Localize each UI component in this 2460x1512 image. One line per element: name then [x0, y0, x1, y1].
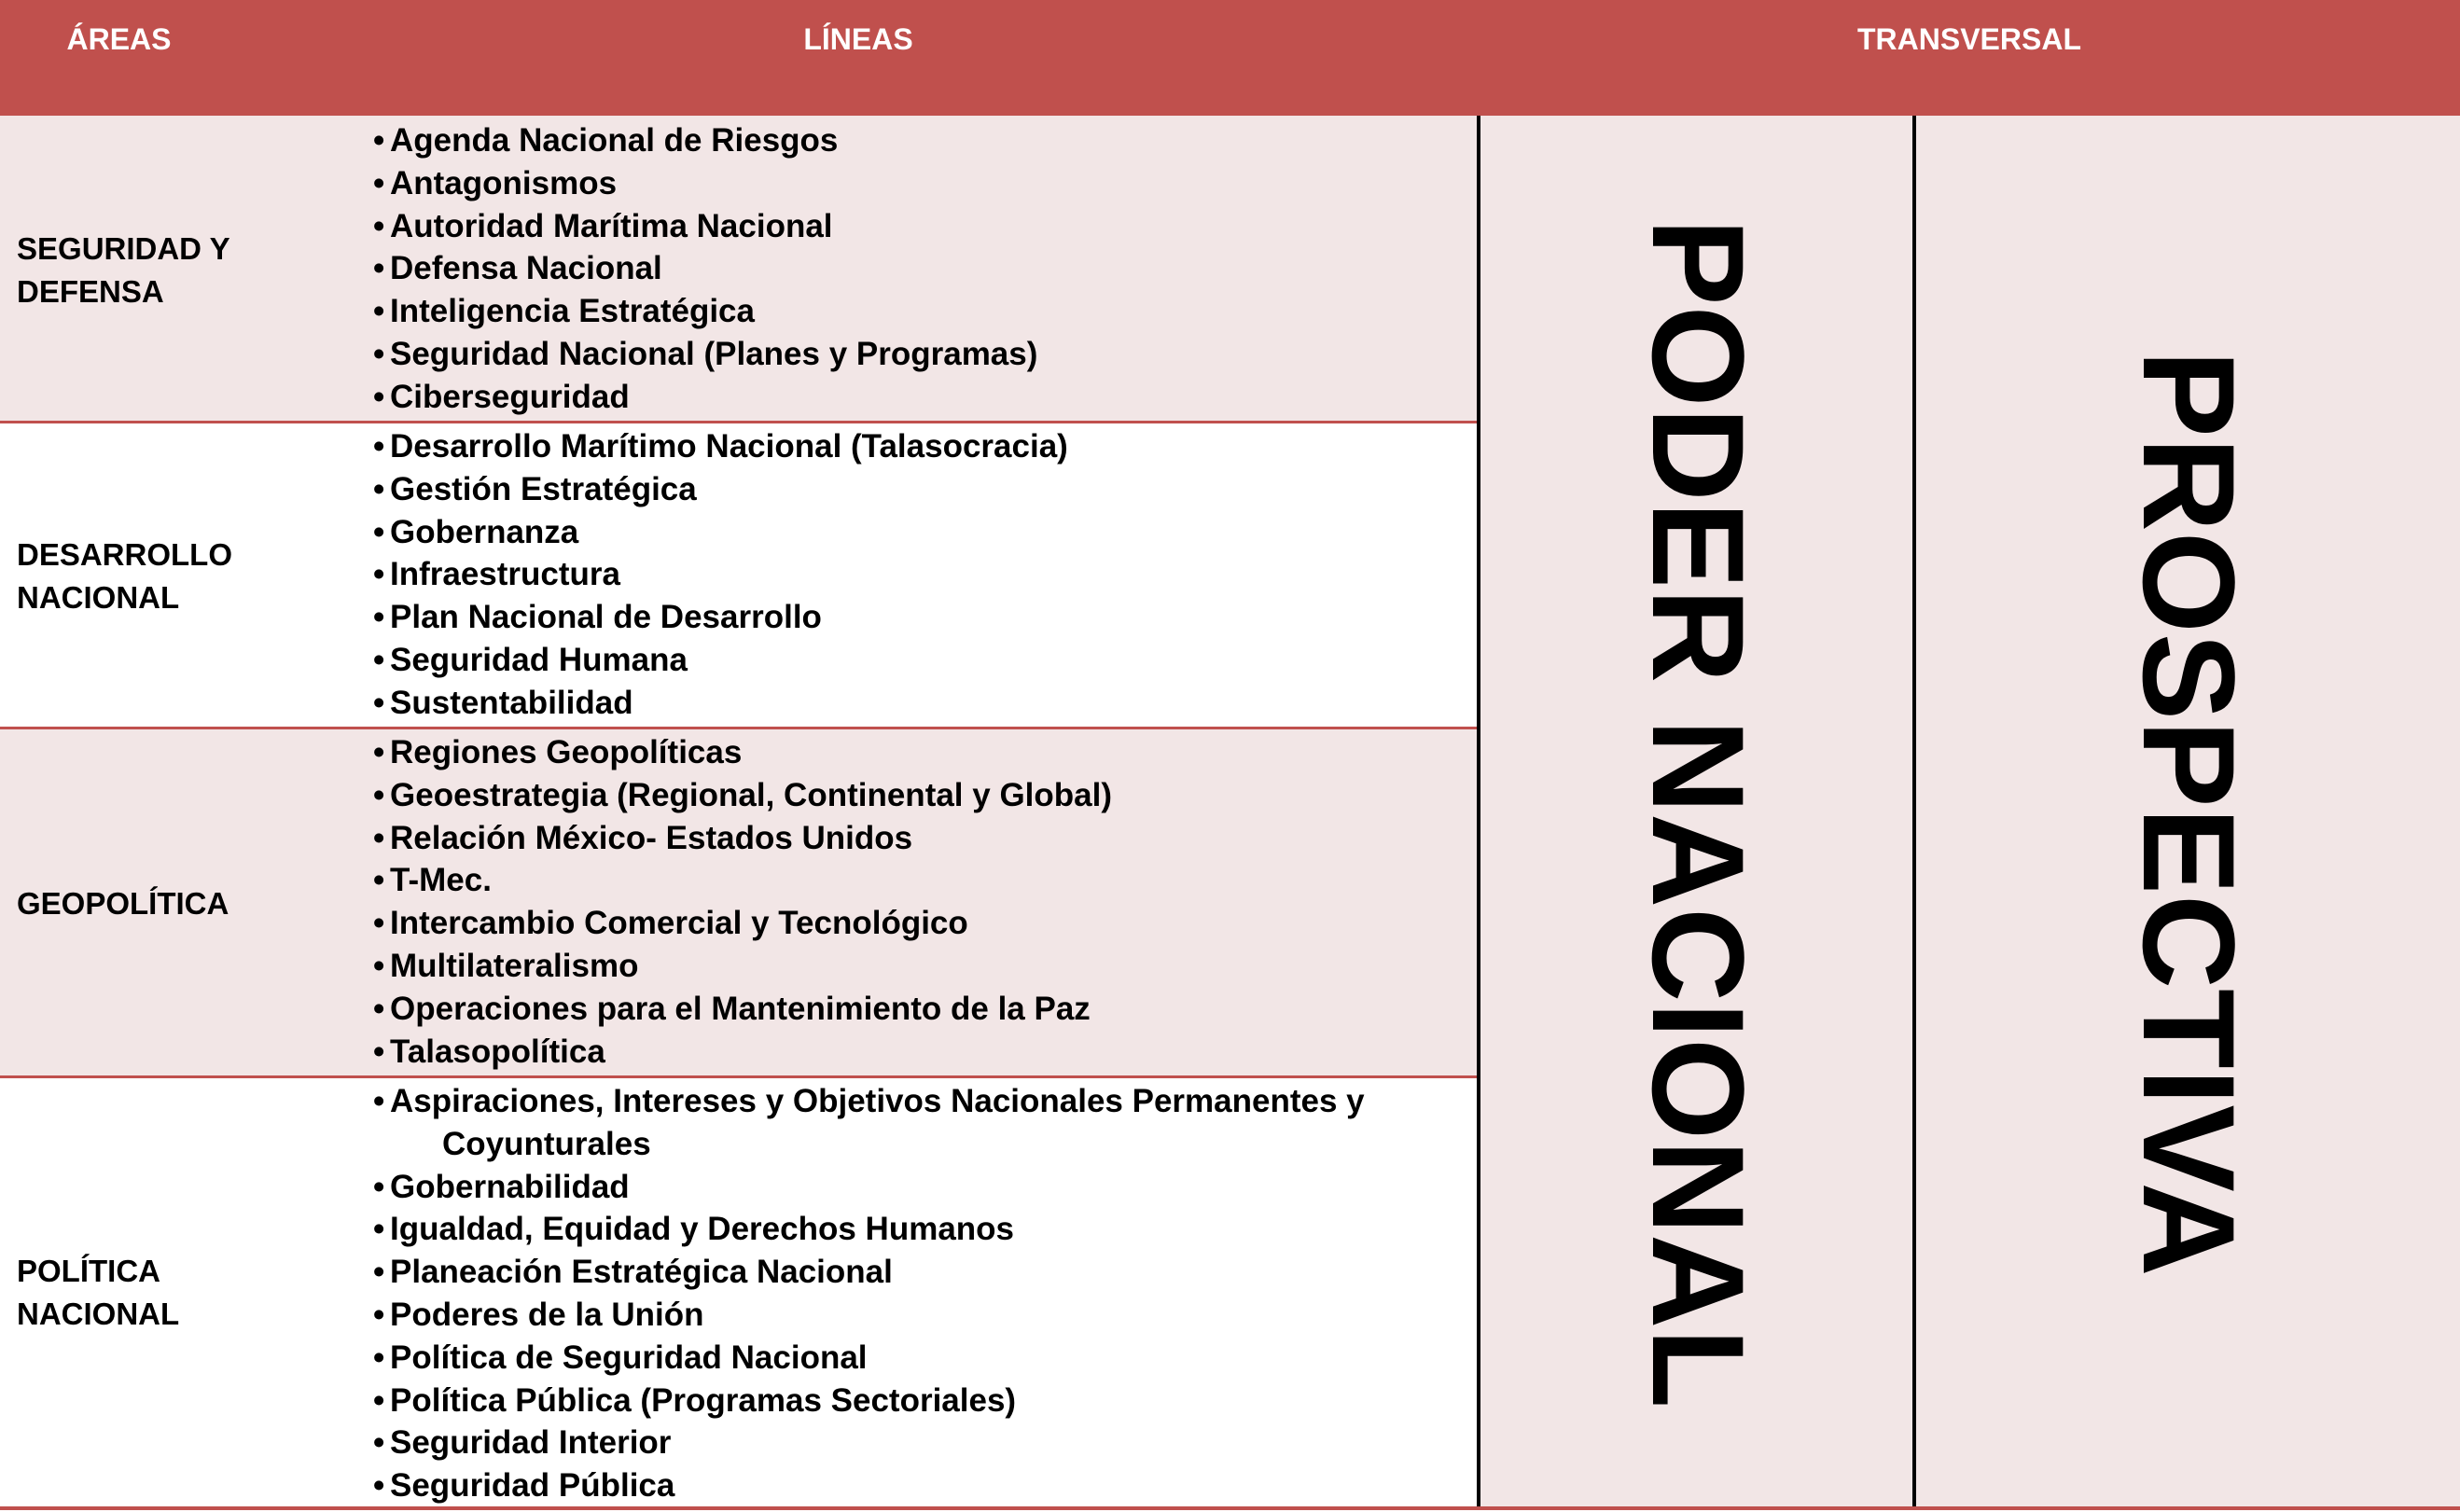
list-item: • Política de Seguridad Nacional: [373, 1337, 1479, 1380]
area-label: GEOPOLÍTICA: [17, 886, 229, 921]
header-transversal: TRANSVERSAL: [1856, 21, 2081, 56]
list-item: • Plan Nacional de Desarrollo: [373, 596, 1479, 639]
list-item: • Relación México- Estados Unidos: [373, 817, 1479, 860]
column-divider: [1912, 116, 1916, 1510]
list-item: • Poderes de la Unión: [373, 1294, 1479, 1337]
area-label: SEGURIDAD Y DEFENSA: [17, 231, 230, 309]
list-item: • Seguridad Interior: [373, 1422, 1479, 1464]
list-item: • Inteligencia Estratégica: [373, 290, 1479, 333]
transversal-prospectiva: [1916, 116, 2460, 1510]
list-item: • Ciberseguridad: [373, 376, 1479, 419]
lines-list: [373, 1080, 1479, 1507]
list-item: • Gestión Estratégica: [373, 468, 1479, 511]
lines-list: [373, 731, 1479, 1073]
list-item: • Operaciones para el Mantenimiento de la Paz: [373, 988, 1479, 1031]
table-row-desarrollo: [0, 423, 1479, 729]
poder-nacional-text: PODER NACIONAL: [1624, 217, 1772, 1408]
area-label: POLÍTICA NACIONAL: [17, 1254, 180, 1331]
list-item: • Política Pública (Programas Sectoriales): [373, 1380, 1479, 1422]
list-item: • Geoestrategia (Regional, Continental y Global): [373, 774, 1479, 817]
lines-list: [373, 119, 1479, 419]
list-item: • Talasopolítica: [373, 1031, 1479, 1074]
table-bottom-border: [0, 1506, 2460, 1510]
table-header: [0, 0, 2460, 116]
list-item: • Defensa Nacional: [373, 247, 1479, 290]
prospectiva-text: PROSPECTIVA: [2115, 349, 2262, 1277]
table-row-politica: [0, 1078, 1479, 1509]
header-lineas: LÍNEAS: [803, 21, 913, 56]
column-divider: [1477, 116, 1480, 1510]
header-areas: ÁREAS: [66, 21, 172, 56]
list-item: • Seguridad Humana: [373, 639, 1479, 682]
list-item: • Seguridad Pública: [373, 1464, 1479, 1507]
area-label: DESARROLLO NACIONAL: [17, 537, 232, 615]
table-row-geopolitica: [0, 729, 1479, 1078]
list-item: • T-Mec.: [373, 859, 1479, 902]
list-item: • Sustentabilidad: [373, 682, 1479, 725]
lines-list: [373, 425, 1479, 725]
transversal-poder-nacional: [1480, 116, 1914, 1510]
list-item: • Multilateralismo: [373, 945, 1479, 988]
list-item: • Agenda Nacional de Riesgos: [373, 119, 1479, 162]
list-item: • Planeación Estratégica Nacional: [373, 1251, 1479, 1294]
list-item: • Autoridad Marítima Nacional: [373, 205, 1479, 248]
list-item: • Igualdad, Equidad y Derechos Humanos: [373, 1208, 1479, 1251]
list-item: • Seguridad Nacional (Planes y Programas): [373, 333, 1479, 376]
list-item: • Aspiraciones, Intereses y Objetivos Nacionales Permanentes y Coyunturales: [373, 1080, 1479, 1166]
list-item: • Antagonismos: [373, 162, 1479, 205]
table-row-seguridad: [0, 116, 1479, 423]
list-item: • Desarrollo Marítimo Nacional (Talasocracia): [373, 425, 1479, 468]
list-item: • Gobernabilidad: [373, 1166, 1479, 1209]
list-item: • Infraestructura: [373, 553, 1479, 596]
list-item: • Regiones Geopolíticas: [373, 731, 1479, 774]
list-item: • Intercambio Comercial y Tecnológico: [373, 902, 1479, 945]
list-item: • Gobernanza: [373, 511, 1479, 554]
